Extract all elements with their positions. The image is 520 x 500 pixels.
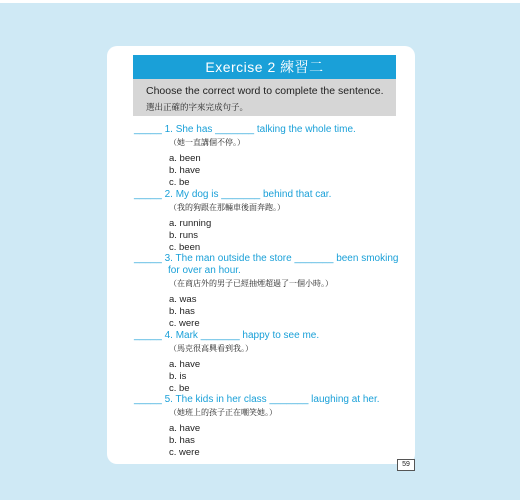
question-5-option-c: c. were (169, 447, 200, 458)
instruction-chinese: 選出正確的字來完成句子。 (146, 102, 249, 112)
question-5-option-b: b. has (169, 435, 195, 446)
question-4-option-c: c. be (169, 383, 190, 394)
question-5-option-a: a. have (169, 423, 201, 434)
question-1-translation: （她一直講個不停。） (169, 138, 245, 147)
question-3-option-c: c. were (169, 318, 200, 329)
question-4-translation: （馬克很高興看到我。） (169, 344, 253, 353)
question-2-option-c: c. been (169, 242, 201, 253)
question-3-translation: （在商店外的男子已經抽煙超過了一個小時。） (169, 279, 333, 288)
question-3-option-b: b. has (169, 306, 195, 317)
question-1-option-b: b. have (169, 165, 201, 176)
question-3 (134, 253, 404, 330)
exercise-title: Exercise 2 練習二 (133, 55, 396, 79)
question-2-text: _____ 2. My dog is _______ behind that car. (134, 189, 332, 200)
question-4 (134, 330, 404, 395)
question-1-option-a: a. been (169, 153, 201, 164)
question-3-text: _____ 3. The man outside the store _______ been smoking for over an hour. (134, 253, 399, 276)
question-5 (134, 394, 404, 459)
instruction-english: Choose the correct word to complete the sentence. (146, 85, 384, 97)
question-1-text: _____ 1. She has _______ talking the whole time. (134, 124, 356, 135)
question-5-translation: （她班上的孩子正在嘲笑她。） (169, 408, 277, 417)
question-1 (134, 124, 404, 189)
question-1-option-c: c. be (169, 177, 190, 188)
question-5-text: _____ 5. The kids in her class _______ laughing at her. (134, 394, 380, 405)
page-number: 59 (397, 459, 415, 471)
top-border (0, 0, 520, 3)
question-4-option-b: b. is (169, 371, 187, 382)
question-2 (134, 189, 404, 254)
question-4-option-a: a. have (169, 359, 201, 370)
question-2-option-b: b. runs (169, 230, 199, 241)
question-2-translation: （我的狗跟在那輛車後面奔跑。） (169, 203, 285, 212)
question-3-option-a: a. was (169, 294, 197, 305)
instruction-box (133, 79, 396, 116)
question-2-option-a: a. running (169, 218, 212, 229)
question-4-text: _____ 4. Mark _______ happy to see me. (134, 330, 320, 341)
